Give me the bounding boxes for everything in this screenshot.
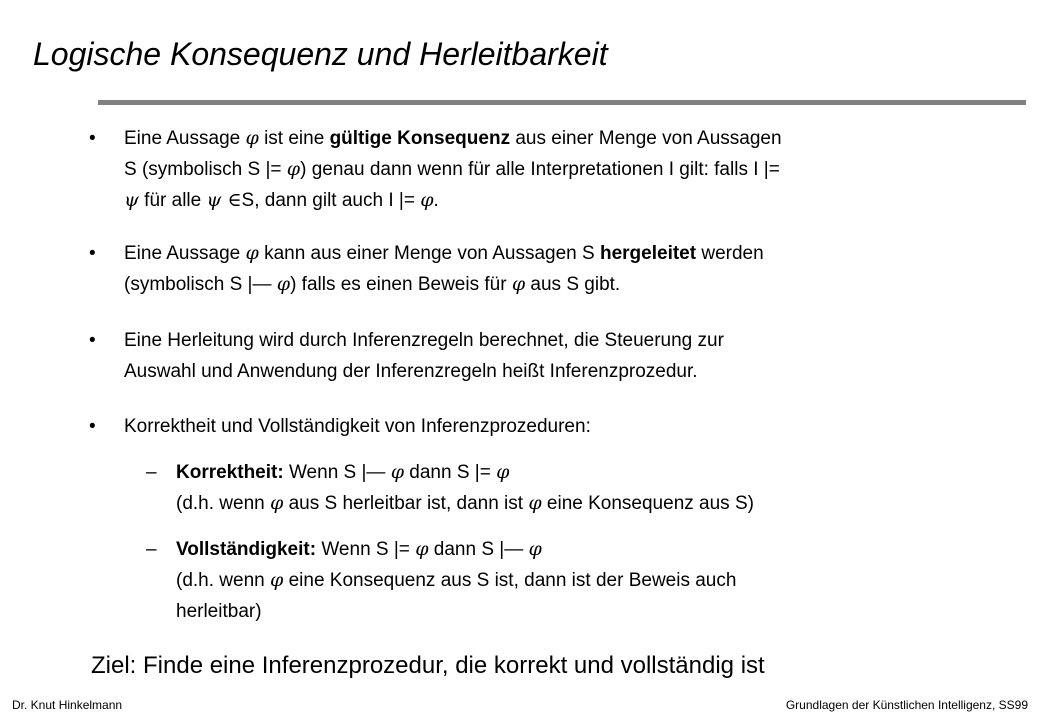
element-of-symbol: ∈: [221, 189, 242, 211]
bullet-marker: •: [89, 416, 96, 437]
text-line: Eine Herleitung wird durch Inferenzregeln berechnet, die Steuerung zur: [124, 330, 724, 351]
phi-symbol: φ: [415, 538, 429, 560]
text-line: (d.h. wenn φ eine Konsequenz aus S ist, dann ist der Beweis auch: [176, 569, 737, 591]
bullet-gueltige-konsequenz: [124, 123, 1004, 216]
text-line: Auswahl und Anwendung der Inferenzregeln heißt Inferenzprozedur.: [124, 361, 698, 382]
phi-symbol: φ: [245, 242, 259, 264]
text-line: (d.h. wenn φ aus S herleitbar ist, dann ist φ eine Konsequenz aus S): [176, 492, 754, 514]
term-hergeleitet: hergeleitet: [599, 243, 697, 264]
psi-symbol: ψ: [206, 189, 222, 211]
bullet-hergeleitet: [124, 238, 1004, 300]
text-line: Vollständigkeit: Wenn S |= φ dann S |— φ: [176, 538, 542, 560]
goal-statement: Ziel: Finde eine Inferenzprozedur, die korrekt und vollständig ist: [91, 652, 765, 679]
phi-symbol: φ: [286, 158, 301, 180]
dash-marker: –: [146, 539, 157, 560]
psi-symbol: ψ: [124, 189, 139, 211]
phi-symbol: φ: [528, 492, 542, 514]
text-line: S (symbolisch S |= φ) genau dann wenn für alle Interpretationen I gilt: falls I |=: [124, 158, 780, 180]
text-line: Korrektheit: Wenn S |— φ dann S |= φ: [176, 461, 510, 483]
text-line: Eine Aussage φ kann aus einer Menge von Aussagen S hergeleitet werden: [124, 242, 764, 264]
text-line: herleitbar): [176, 601, 262, 622]
term-vollstaendigkeit: Vollständigkeit:: [176, 539, 317, 560]
phi-symbol: φ: [270, 492, 284, 514]
text-line: Korrektheit und Vollständigkeit von Inferenzprozeduren:: [124, 416, 591, 437]
subitem-korrektheit: [176, 457, 1016, 519]
slide-title: Logische Konsequenz und Herleitbarkeit: [33, 36, 608, 72]
phi-symbol: φ: [496, 461, 510, 483]
footer-course: Grundlagen der Künstlichen Intelligenz, SS99: [785, 698, 1028, 712]
text-line: (symbolisch S |— φ) falls es einen Beweis für φ aus S gibt.: [124, 273, 621, 295]
text-line: ψ für alle ψ ∈S, dann gilt auch I |= φ.: [124, 189, 439, 211]
phi-symbol: φ: [245, 127, 259, 149]
title-divider: [98, 100, 1026, 105]
phi-symbol: φ: [528, 538, 542, 560]
bullet-marker: •: [89, 128, 96, 149]
footer-author: Dr. Knut Hinkelmann: [12, 698, 123, 712]
bullet-marker: •: [89, 243, 96, 264]
dash-marker: –: [146, 462, 157, 483]
bullet-marker: •: [89, 330, 96, 351]
phi-symbol: φ: [276, 273, 291, 295]
term-gueltige-konsequenz: gültige Konsequenz: [329, 128, 511, 149]
phi-symbol: φ: [420, 189, 434, 211]
subitem-vollstaendigkeit: [176, 534, 1016, 627]
text-line: Eine Aussage φ ist eine gültige Konsequenz aus einer Menge von Aussagen: [124, 127, 782, 149]
phi-symbol: φ: [511, 273, 526, 295]
phi-symbol: φ: [390, 461, 405, 483]
term-korrektheit: Korrektheit:: [176, 462, 284, 483]
bullet-herleitung: [124, 325, 1004, 387]
bullet-korrektheit-vollstaendigkeit: [124, 411, 1004, 442]
phi-symbol: φ: [270, 569, 284, 591]
